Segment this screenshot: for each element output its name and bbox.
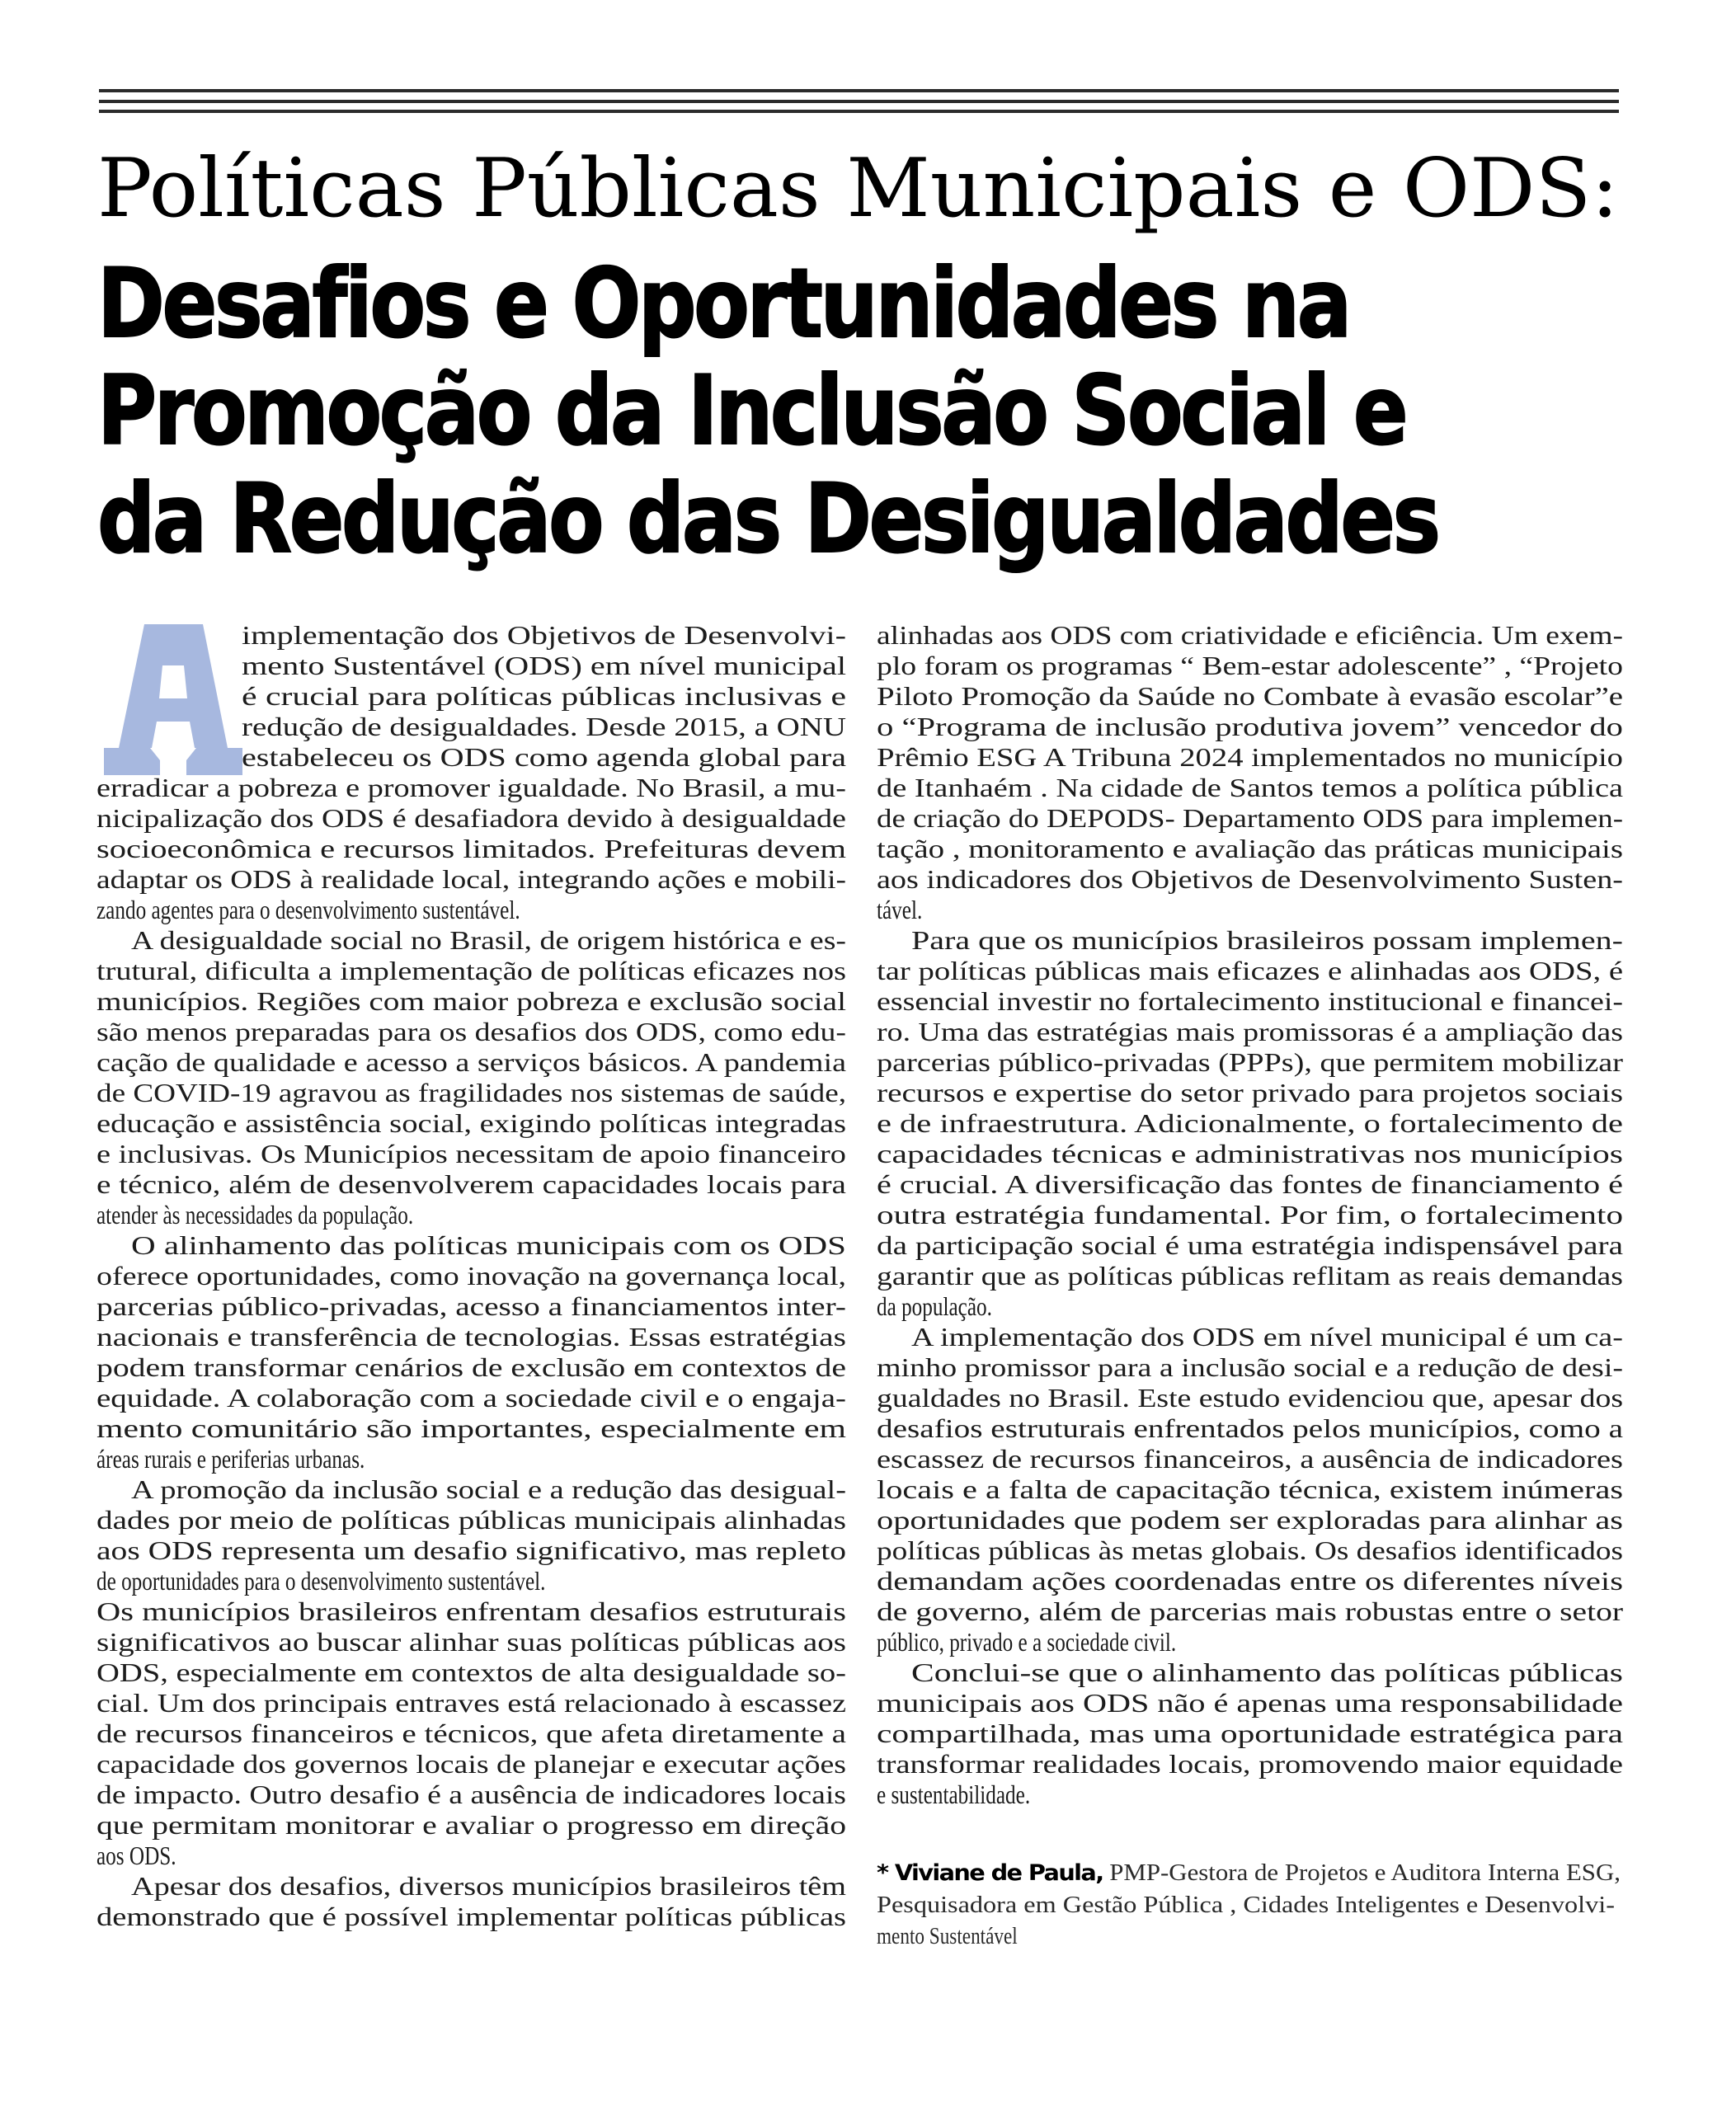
body-text-line: e inclusivas. Os Municípios necessitam de apoio financeiro [96,1140,846,1168]
body-text-line: tar políticas públicas mais eficazes e alinhadas aos ODS, é [877,957,1624,985]
body-text-line: é crucial. A diversificação das fontes de financiamento é [877,1170,1624,1199]
body-text-line: mento Sustentável (ODS) em nível municipal [242,651,847,680]
body-text-line: o “Programa de inclusão produtiva jovem” vencedor do [877,712,1623,741]
body-text-line: alinhadas aos ODS com criatividade e eficiência. Um exem- [877,621,1624,650]
body-text-line: ro. Uma das estratégias mais promissoras é a ampliação das [877,1018,1623,1046]
body-text-line: aos ODS. [96,1841,176,1870]
body-text-line: recursos e expertise do setor privado para projetos sociais [877,1079,1623,1107]
body-text-line: cação de qualidade e acesso a serviços básicos. A pandemia [96,1048,847,1077]
author-name: * Viviane de Paula, [877,1860,1103,1886]
body-text-line: parcerias público-privadas (PPPs), que permitem mobilizar [877,1048,1624,1077]
body-text-line: aos indicadores dos Objetivos de Desenvolvimento Susten- [877,865,1624,894]
left-column [96,620,846,1932]
body-text-line: Os municípios brasileiros enfrentam desafios estruturais [96,1597,846,1626]
body-text-line: capacidades técnicas e administrativas nos municípios [877,1140,1623,1168]
body-text-line: oportunidades que podem ser exploradas para alinhar as [877,1506,1624,1535]
body-text-line: estabeleceu os ODS como agenda global para [242,743,847,772]
body-text-line: adaptar os ODS à realidade local, integrando ações e mobili- [96,865,847,894]
body-text-line: atender às necessidades da população. [96,1201,414,1229]
body-text-line: socioeconômica e recursos limitados. Prefeituras devem [96,835,846,863]
author-role: PMP-Gestora de Projetos e Auditora Interna ESG, [1103,1859,1621,1886]
body-text-line: desafios estruturais enfrentados pelos municípios, como a [877,1414,1623,1443]
body-text-line: de recursos financeiros e técnicos, que afeta diretamente a [96,1719,847,1748]
body-text-line: aos ODS representa um desafio significativo, mas repleto [96,1536,847,1565]
body-text-line: erradicar a pobreza e promover igualdade. No Brasil, a mu- [96,773,846,802]
body-text-line: trutural, dificulta a implementação de políticas eficazes nos [96,957,847,985]
byline-line-3: mento Sustentável [877,1923,1018,1949]
body-text-line: essencial investir no fortalecimento institucional e financei- [877,987,1624,1016]
article-kicker: Políticas Públicas Municipais e ODS: [97,142,1619,236]
body-text-line: minho promissor para a inclusão social e a redução de desi- [877,1353,1624,1382]
body-text-line: são menos preparadas para os desafios dos ODS, como edu- [96,1018,846,1046]
body-text-line: que permitam monitorar e avaliar o progresso em direção [96,1811,847,1840]
body-text-line: escassez de recursos financeiros, a ausência de indicadores [877,1445,1623,1474]
body-text-line: compartilhada, mas uma oportunidade estratégica para [877,1719,1623,1748]
body-text-line: demonstrado que é possível implementar políticas públicas [96,1902,847,1931]
body-text-line: de COVID-19 agravou as fragilidades nos sistemas de saúde, [96,1079,847,1107]
body-text-line: mento comunitário são importantes, especialmente em [96,1414,847,1443]
body-text-line: Prêmio ESG A Tribuna 2024 implementados no município [877,743,1624,772]
body-text-line: implementação dos Objetivos de Desenvolvi- [242,621,847,650]
body-text-line: de Itanhaém . Na cidade de Santos temos a política pública [877,773,1624,802]
body-text-line: O alinhamento das políticas municipais com os ODS [131,1231,846,1260]
body-text-line: gualdades no Brasil. Este estudo evidenciou que, apesar dos [877,1384,1624,1413]
body-text-line: da participação social é uma estratégia indispensável para [877,1231,1624,1260]
body-text-line: transformar realidades locais, promovendo maior equidade [877,1750,1623,1779]
byline-line-1 [877,1857,1623,1889]
body-text-line: Para que os municípios brasileiros possam implemen- [911,926,1624,955]
body-text-line: políticas públicas às metas globais. Os desafios identificados [877,1536,1623,1565]
body-text-line: Piloto Promoção da Saúde no Combate à evasão escolar”e [877,682,1624,711]
body-text-line: e sustentabilidade. [877,1780,1031,1809]
body-text-line: público, privado e a sociedade civil. [877,1628,1177,1657]
body-text-line: significativos ao buscar alinhar suas políticas públicas aos [96,1628,847,1657]
body-text-line: Apesar dos desafios, diversos municípios brasileiros têm [131,1872,846,1901]
body-text-line: equidade. A colaboração com a sociedade civil e o engaja- [96,1384,847,1413]
body-text-line: redução de desigualdades. Desde 2015, a ONU [242,712,847,741]
body-text-line: ODS, especialmente em contextos de alta desigualdade so- [96,1658,847,1687]
body-text-line: Conclui-se que o alinhamento das políticas públicas [911,1658,1623,1687]
body-text-line: e de infraestrutura. Adicionalmente, o fortalecimento de [877,1109,1623,1138]
body-text-line: de criação do DEPODS- Departamento ODS para implemen- [877,804,1624,833]
body-text-line: A implementação dos ODS em nível municipal é um ca- [911,1323,1623,1352]
body-text-line: tável. [877,896,923,924]
body-text-line: municípios. Regiões com maior pobreza e exclusão social [96,987,846,1016]
body-text-line: locais e a falta de capacitação técnica, existem inúmeras [877,1475,1624,1504]
body-text-line: cial. Um dos principais entraves está relacionado à escassez [96,1689,847,1718]
body-text-line: A promoção da inclusão social e a redução das desigual- [131,1475,847,1504]
body-text-line: da população. [877,1292,992,1321]
headline-line-1: Desafios e Oportunidades na [97,248,1349,360]
body-text-line: outra estratégia fundamental. Por fim, o fortalecimento [877,1201,1624,1229]
body-text-line: nacionais e transferência de tecnologias. Essas estratégias [96,1323,846,1352]
body-text-line: e técnico, além de desenvolverem capacidades locais para [96,1170,846,1199]
body-text-line: nicipalização dos ODS é desafiadora devido à desigualdade [96,804,846,833]
body-text-line: zando agentes para o desenvolvimento sustentável. [96,896,520,924]
top-rule-2 [99,100,1619,103]
author-byline [877,1857,1623,1953]
headline-line-2: Promoção da Inclusão Social e [97,355,1406,467]
top-rule-3 [99,110,1619,113]
byline-line-2: Pesquisadora em Gestão Pública , Cidades Inteligentes e Desenvolvi- [877,1891,1615,1918]
body-text-line: demandam ações coordenadas entre os diferentes níveis [877,1567,1623,1596]
body-text-line: garantir que as políticas públicas reflitam as reais demandas [877,1262,1623,1291]
body-text-line: plo foram os programas “ Bem-estar adolescente” , “Projeto [877,651,1623,680]
body-text-line: podem transformar cenários de exclusão em contextos de [96,1353,847,1382]
body-text-line: é crucial para políticas públicas inclusivas e [242,682,847,711]
headline-line-3: da Redução das Desigualdades [97,463,1438,575]
body-text-line: oferece oportunidades, como inovação na governança local, [96,1262,847,1291]
right-column [877,620,1623,1953]
body-text-line: capacidade dos governos locais de planejar e executar ações [96,1750,847,1779]
body-text-line: parcerias público-privadas, acesso a financiamentos inter- [96,1292,846,1321]
body-text-line: educação e assistência social, exigindo políticas integradas [96,1109,847,1138]
body-text-line: dades por meio de políticas públicas municipais alinhadas [96,1506,847,1535]
body-text-line: de impacto. Outro desafio é a ausência de indicadores locais [96,1780,846,1809]
body-text-line: tação , monitoramento e avaliação das práticas municipais [877,835,1623,863]
body-text-line: municipais aos ODS não é apenas uma responsabilidade [877,1689,1623,1718]
body-text-line: áreas rurais e periferias urbanas. [96,1445,365,1474]
body-text-line: de governo, além de parcerias mais robustas entre o setor [877,1597,1624,1626]
body-text-line: A desigualdade social no Brasil, de origem histórica e es- [131,926,846,955]
top-rule-1 [99,89,1619,92]
body-text-line: de oportunidades para o desenvolvimento sustentável. [96,1567,546,1596]
